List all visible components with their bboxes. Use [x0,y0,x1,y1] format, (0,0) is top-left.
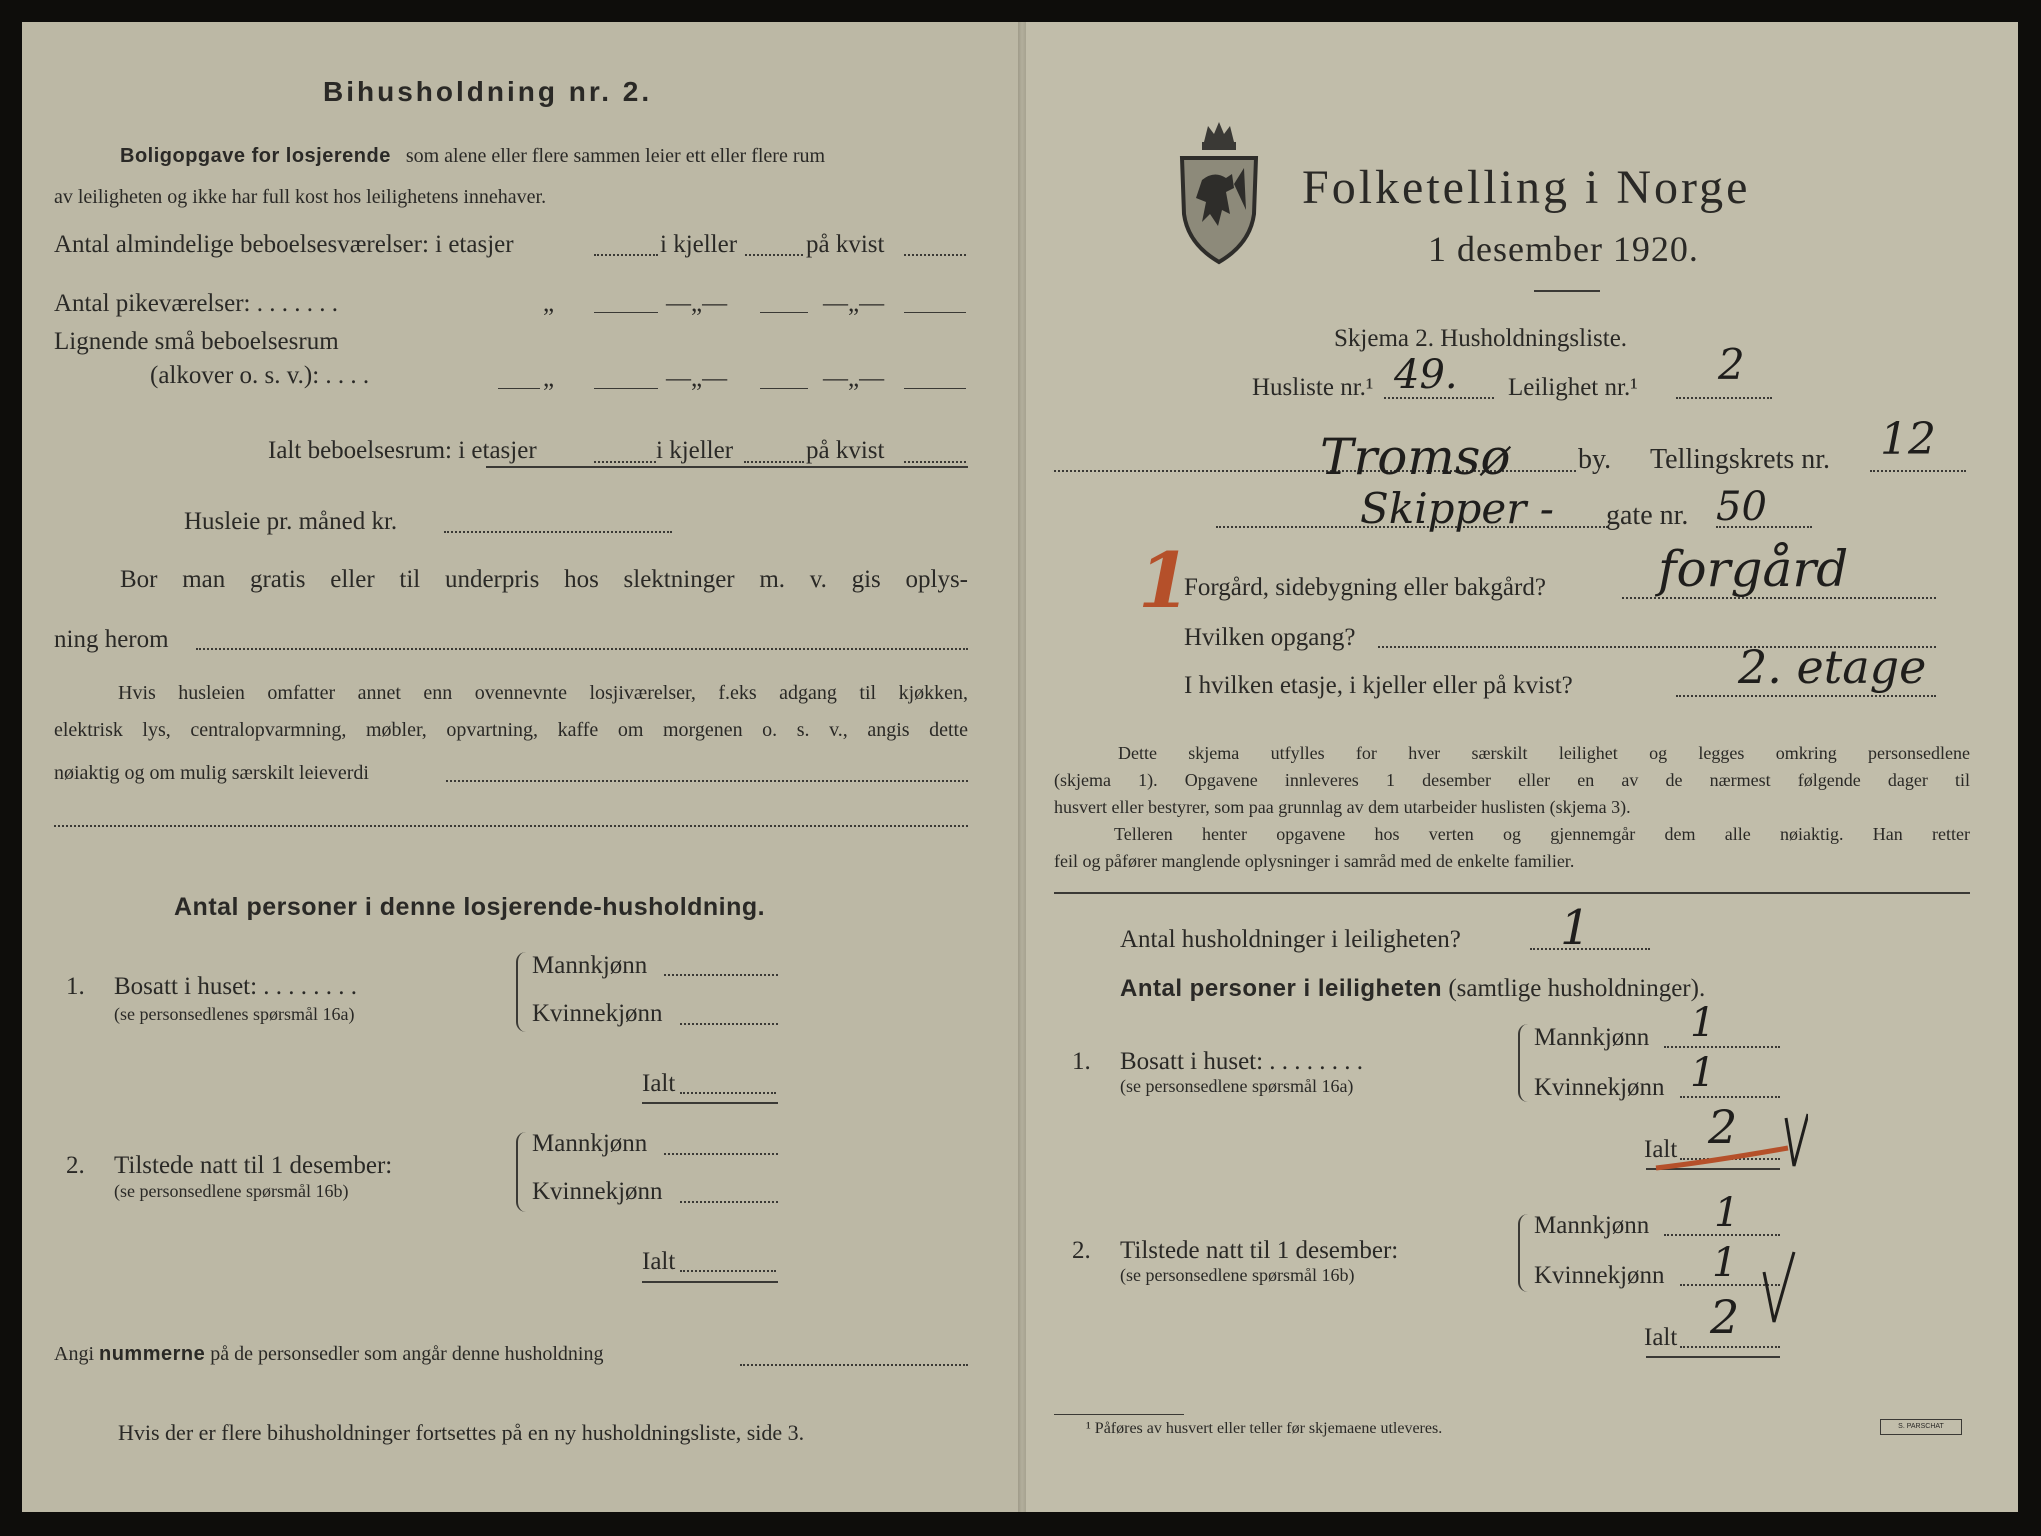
right-q2-mann-label: Mannkjønn [1534,1212,1650,1239]
tellingskrets-label: Tellingskrets nr. [1650,444,1831,475]
lignende-kvist-field[interactable] [904,388,966,389]
left-q1-ialt-field[interactable] [680,1092,776,1094]
right-q1-label: Bosatt i huset: . . . . . . . . [1120,1048,1364,1075]
printer-stamp: S. PARSCHAT [1880,1419,1962,1435]
etasje-field[interactable] [1676,695,1936,697]
pike-ditto-2: —„— [666,290,728,317]
info-line-4: Telleren henter opgavene hos verten og gjennemgår dem alle nøiaktig. Han retter [1114,824,1970,844]
by-value: Tromsø [1320,428,1511,486]
right-q2-brace [1518,1214,1528,1292]
right-q2-ialt-label: Ialt [1644,1324,1678,1351]
bor-man-text: Bor man gratis eller til underpris hos slektninger m. v. gis oplys- [120,566,968,593]
left-q1-ialt-label: Ialt [642,1070,676,1097]
red-margin-mark: 1 [1138,536,1191,625]
pike-kvist-field[interactable] [904,312,966,313]
folketelling-title: Folketelling i Norge [1302,161,1751,214]
right-q1-kvinne-field[interactable] [1680,1096,1780,1098]
skjema-label: Skjema 2. Husholdningsliste. [1334,325,1628,352]
alm-kjeller-label: i kjeller [660,231,738,258]
left-q2-label: Tilstede natt til 1 desember: [114,1152,393,1179]
husliste-label: Husliste nr.¹ [1252,374,1374,401]
herom-field[interactable] [196,648,968,650]
ialt-etasjer-field[interactable] [594,461,656,463]
husleie-field[interactable] [444,531,672,533]
left-q1-num: 1. [66,973,85,1000]
ialt-kvist-label: på kvist [806,437,885,464]
forgard-value: forgård [1658,540,1849,598]
by-label: by. [1578,444,1612,475]
info-line-1: Dette skjema utfylles for hver særskilt leilighet og legges omkring personsedlene [1118,743,1970,763]
antal-personer-heading: Antal personer i denne losjerende-husholdning. [174,893,766,921]
husliste-value: 49. [1394,352,1458,398]
left-q1-kvinne-label: Kvinnekjønn [532,1000,663,1027]
ialt-kvist-field[interactable] [904,461,966,463]
leilighet-value: 2 [1718,340,1745,389]
ialt-kjeller-label: i kjeller [656,437,734,464]
left-q2-sub: (se personsedlene spørsmål 16b) [114,1181,349,1201]
right-q1-ialt-value: 2 [1708,1100,1738,1154]
leilighet-label: Leilighet nr.¹ [1508,374,1638,401]
antal-personer-line [1120,975,1705,1003]
lignende-ditto-3: —„— [823,365,885,392]
tellingskrets-field[interactable] [1870,470,1966,472]
right-q2-label: Tilstede natt til 1 desember: [1120,1237,1399,1264]
pike-ditto-3: —„— [823,290,885,317]
footnote-rule [1054,1414,1184,1415]
left-footer: Hvis der er flere bihusholdninger fortsettes på en ny husholdningsliste, side 3. [118,1420,805,1445]
left-q1-mann-label: Mannkjønn [532,952,648,979]
gate-nr-value: 50 [1716,484,1767,530]
right-q1-mann-label: Mannkjønn [1534,1024,1650,1051]
right-q1-num: 1. [1072,1048,1091,1075]
right-q1-brace [1518,1024,1528,1102]
left-q2-ialt-rule [642,1281,778,1283]
lignende-label-1: Lignende små beboelsesrum [54,328,339,355]
folketelling-date: 1 desember 1920. [1428,229,1699,269]
angi-rest: på de personsedler som angår denne husholdning [210,1343,604,1365]
lignende-label-2: (alkover o. s. v.): . . . . [150,362,370,389]
left-q1-brace [516,952,526,1032]
forgard-question: Forgård, sidebygning eller bakgård? [1184,574,1546,601]
antal-husholdninger-value: 1 [1560,900,1591,956]
angi-line [54,1343,603,1366]
right-q2-kvinne-label: Kvinnekjønn [1534,1262,1665,1289]
gate-label: gate nr. [1606,500,1689,531]
lignende-ditto-2: —„— [666,365,728,392]
left-q2-mann-label: Mannkjønn [532,1130,648,1157]
intro-line-2: av leiligheten og ikke har full kost hos leilighetens innehaver. [54,186,547,208]
ialt-kjeller-field[interactable] [744,461,804,463]
info-line-5: feil og påfører manglende oplysninger i samråd med de enkelte familier. [1054,851,1575,871]
info-line-3: husvert eller bestyrer, som paa grunnlag av dem utarbeider huslisten (skjema 3). [1054,797,1631,817]
lignende-ditto: „ [543,365,555,392]
right-q2-ialt-rule [1646,1356,1780,1358]
opgang-question: Hvilken opgang? [1184,624,1356,651]
right-q2-ialt-field[interactable] [1680,1346,1780,1348]
etasje-value: 2. etage [1738,640,1927,694]
leieverdi-field[interactable] [446,780,968,782]
antal-pike-label: Antal pikeværelser: . . . . . . . [54,290,338,317]
left-q1-kvinne-field[interactable] [680,1023,778,1025]
left-q1-ialt-rule [642,1102,778,1104]
hvis-line-2: elektrisk lys, centralopvarmning, møbler, opvartning, kaffe om morgenen o. s. v., angis dette [54,719,968,741]
left-q2-kvinne-label: Kvinnekjønn [532,1178,663,1205]
intro-bold: Boligopgave for losjerende [120,145,391,167]
check-mark-icon [1760,1248,1800,1328]
right-q1-mann-field[interactable] [1664,1046,1780,1048]
antal-alm-label: Antal almindelige beboelsesværelser: i etasjer [54,231,514,258]
right-q2-ialt-value: 2 [1710,1290,1740,1344]
alm-kvist-field[interactable] [904,254,966,256]
page-fold [1018,22,1026,1512]
intro-line-1 [120,145,968,168]
antal-personer-bold: Antal personer i leiligheten [1120,975,1443,1002]
left-q2-mann-field[interactable] [664,1153,778,1155]
leilighet-field[interactable] [1676,397,1772,399]
left-q1-label: Bosatt i huset: . . . . . . . . [114,973,358,1000]
angi-bold: nummerne [99,1343,206,1365]
husleie-label: Husleie pr. måned kr. [184,508,398,535]
red-check-mark-icon [1648,1108,1808,1180]
footnote-text: ¹ Påføres av husvert eller teller før skjemaene utleveres. [1086,1420,1443,1437]
pike-kjeller-field[interactable] [760,312,808,313]
right-q2-mann-value: 1 [1714,1190,1740,1236]
right-q2-kvinne-value: 1 [1712,1240,1738,1286]
alm-kjeller-field[interactable] [745,254,803,256]
angi-field[interactable] [740,1364,968,1366]
lignende-pre-rule [498,388,540,389]
right-q1-mann-value: 1 [1690,1000,1716,1046]
hvis-line-1: Hvis husleien omfatter annet enn ovennevnte losjiværelser, f.eks adgang til kjøkken, [118,682,968,704]
right-q1-sub: (se personsedlene spørsmål 16a) [1120,1076,1354,1096]
left-q1-sub: (se personsedlenes spørsmål 16a) [114,1004,355,1024]
alm-etasjer-field[interactable] [594,254,658,256]
norway-coat-of-arms-icon [1174,118,1264,266]
right-q1-ialt-label: Ialt [1644,1136,1678,1163]
alm-kvist-label: på kvist [806,231,885,258]
ialt-underline [486,466,968,468]
pike-etasjer-field[interactable] [594,312,658,313]
left-q1-mann-field[interactable] [664,974,778,976]
ning-herom-label: ning herom [54,626,169,653]
lignende-etasjer-field[interactable] [594,388,658,389]
left-q2-kvinne-field[interactable] [680,1201,778,1203]
hvis-line-3: nøiaktig og om mulig særskilt leieverdi [54,762,369,784]
info-divider [1054,892,1970,894]
title-divider [1534,290,1600,292]
antal-husholdninger-label: Antal husholdninger i leiligheten? [1120,926,1461,953]
ialt-bebo-label: Ialt beboelsesrum: i etasjer [268,437,537,464]
lignende-kjeller-field[interactable] [760,388,808,389]
pike-ditto: „ [543,290,555,317]
right-q2-num: 2. [1072,1237,1091,1264]
bihusholdning-title: Bihusholdning nr. 2. [323,76,653,107]
left-q2-ialt-label: Ialt [642,1248,676,1275]
angi-pre: Angi [54,1343,94,1365]
right-q2-sub: (se personsedlene spørsmål 16b) [1120,1265,1355,1285]
tellingskrets-value: 12 [1880,414,1936,465]
left-q2-brace [516,1132,526,1212]
right-q1-kvinne-label: Kvinnekjønn [1534,1074,1665,1101]
left-q2-num: 2. [66,1152,85,1179]
gate-value: Skipper - [1360,484,1554,533]
intro-rest: som alene eller flere sammen leier ett eller flere rum [405,145,826,167]
right-q1-kvinne-value: 1 [1690,1050,1716,1096]
left-q2-ialt-field[interactable] [680,1270,776,1272]
info-line-2: (skjema 1). Opgavene innleveres 1 desember eller en av de nærmest følgende dager til [1054,770,1970,790]
antal-personer-rest: (samtlige husholdninger). [1448,975,1706,1002]
etasje-question: I hvilken etasje, i kjeller eller på kvist? [1184,672,1573,699]
leieverdi-field-2[interactable] [54,825,968,827]
